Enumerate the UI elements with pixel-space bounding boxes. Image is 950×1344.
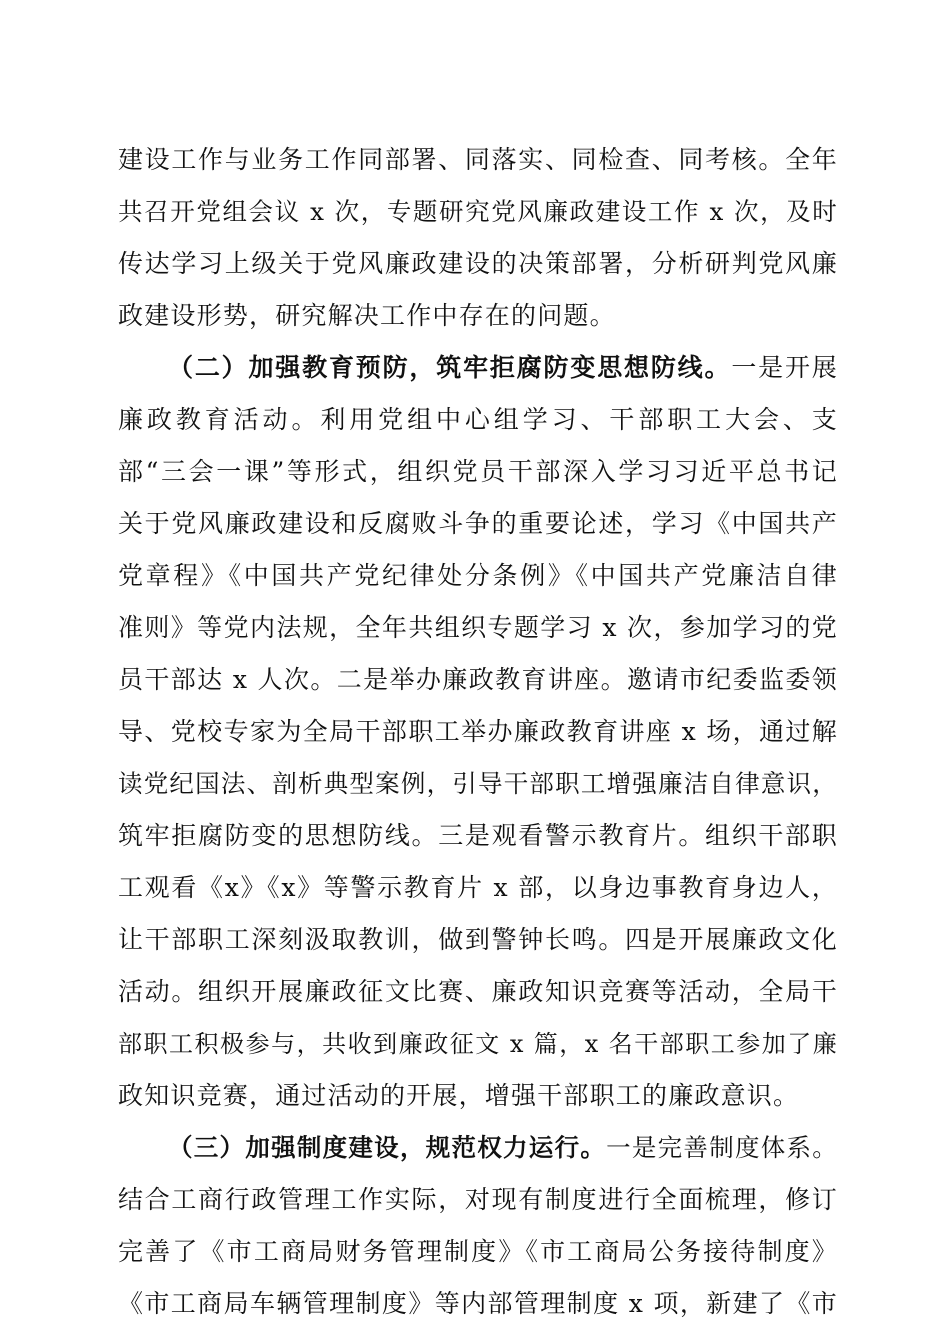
paragraph-3-first-line — [168, 1126, 838, 1170]
paragraph-2-line-6: 准则》等党内法规，全年共组织专题学习 x 次，参加学习的党 — [118, 613, 838, 642]
paragraph-2-line-10: 筑牢拒腐防变的思想防线。三是观看警示教育片。组织干部职 — [118, 821, 838, 850]
paragraph-2-line-2: 廉政教育活动。利用党组中心组学习、干部职工大会、支 — [118, 405, 838, 434]
paragraph-2-line-8: 导、党校专家为全局干部职工举办廉政教育讲座 x 场，通过解 — [118, 717, 838, 746]
paragraph-3-line-3: 完善了《市工商局财务管理制度》《市工商局公务接待制度》 — [118, 1237, 838, 1266]
section-heading-three: （三）加强制度建设，规范权力运行。 — [168, 1133, 607, 1162]
paragraph-1-line-1: 建设工作与业务工作同部署、同落实、同检查、同考核。全年 — [118, 145, 838, 174]
paragraph-3-heading-tail: 一是完善制度体系。 — [606, 1133, 838, 1162]
paragraph-2-line-4: 关于党风廉政建设和反腐败斗争的重要论述，学习《中国共产 — [118, 509, 838, 538]
paragraph-3-line-4: 《市工商局车辆管理制度》等内部管理制度 x 项，新建了《市 — [118, 1289, 838, 1318]
paragraph-2-line-9: 读党纪国法、剖析典型案例，引导干部职工增强廉洁自律意识， — [118, 769, 838, 798]
paragraph-2-line-11: 工观看《x》《x》等警示教育片 x 部，以身边事教育身边人， — [118, 873, 838, 902]
paragraph-2-line-13: 活动。组织开展廉政征文比赛、廉政知识竞赛等活动，全局干 — [118, 977, 838, 1006]
paragraph-2-line-12: 让干部职工深刻汲取教训，做到警钟长鸣。四是开展廉政文化 — [118, 925, 838, 954]
paragraph-2-line-3: 部“三会一课”等形式，组织党员干部深入学习习近平总书记 — [118, 457, 838, 486]
paragraph-1-line-3: 传达学习上级关于党风廉政建设的决策部署，分析研判党风廉 — [118, 249, 838, 278]
paragraph-1-line-4: 政建设形势，研究解决工作中存在的问题。 — [118, 301, 616, 330]
section-heading-two: （二）加强教育预防，筑牢拒腐防变思想防线。 — [168, 353, 732, 382]
paragraph-2-line-5: 党章程》《中国共产党纪律处分条例》《中国共产党廉洁自律 — [118, 561, 838, 590]
paragraph-2-line-14: 部职工积极参与，共收到廉政征文 x 篇，x 名干部职工参加了廉 — [118, 1030, 838, 1058]
paragraph-2-line-7: 员干部达 x 人次。二是举办廉政教育讲座。邀请市纪委监委领 — [118, 665, 838, 694]
paragraph-2-first-line — [168, 346, 838, 390]
paragraph-1-line-2: 共召开党组会议 x 次，专题研究党风廉政建设工作 x 次，及时 — [118, 197, 838, 226]
paragraph-3-line-2: 结合工商行政管理工作实际，对现有制度进行全面梳理，修订 — [118, 1185, 838, 1214]
paragraph-2-heading-tail: 一是开展 — [731, 353, 839, 382]
paragraph-2-line-15: 政知识竞赛，通过活动的开展，增强干部职工的廉政意识。 — [118, 1081, 800, 1110]
